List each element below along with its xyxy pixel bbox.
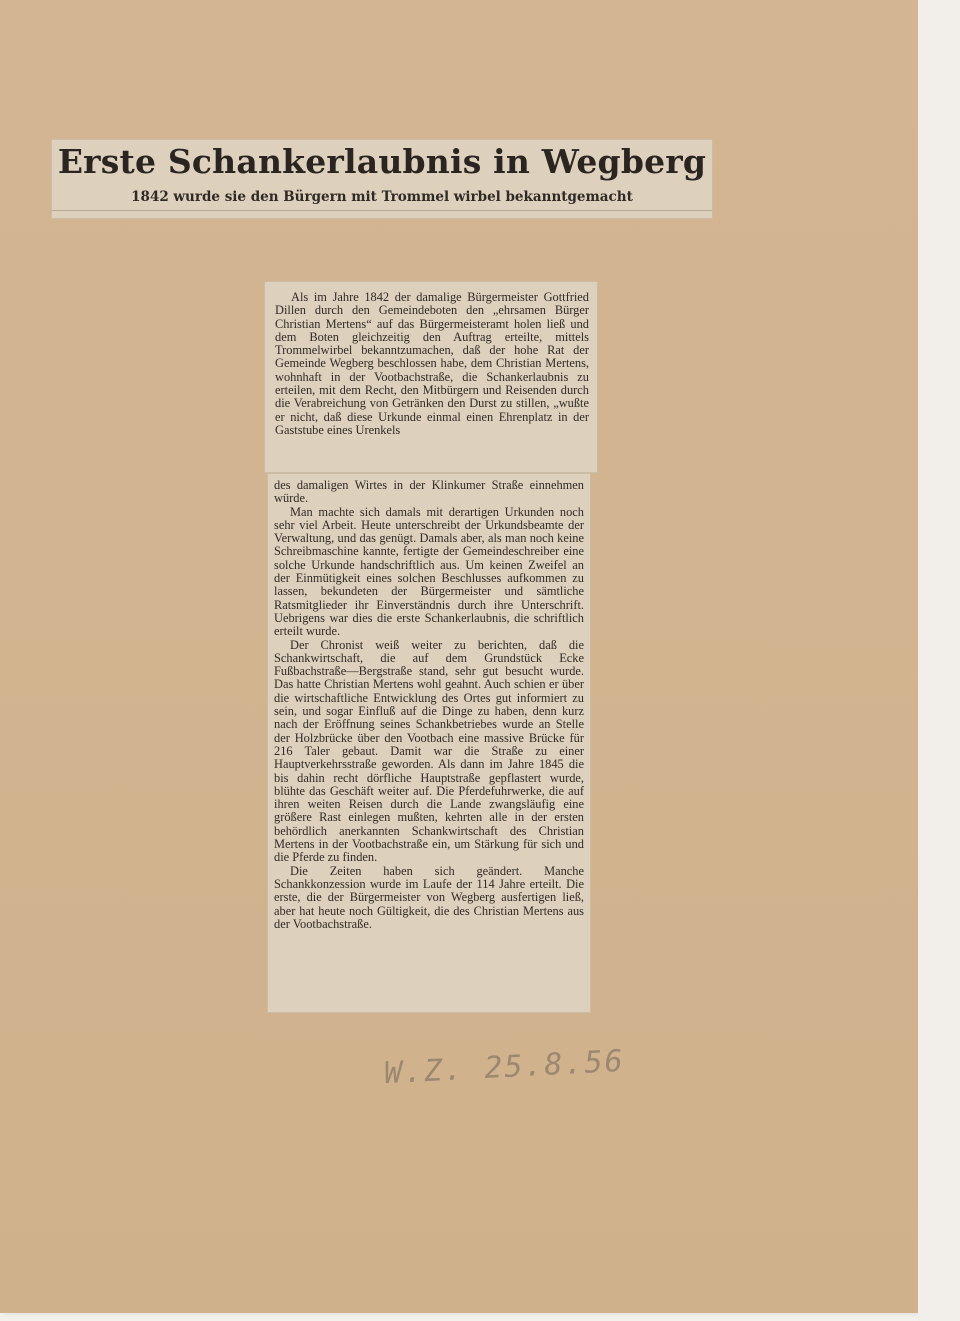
paragraph: Man machte sich damals mit derartigen Urkunden noch sehr viel Arbeit. Heute unterschreibt der Urkundsbeamte der Verwaltung, und das genügt. Damals aber, als man noch keine Schreibmaschine kannte, fertigte der Gemeindeschreiber eine solche Urkunde handschriftlich aus. Um keinen Zweifel an der Einmütigkeit eines solchen Beschlusses aufkommen zu lassen, bekundeten der Bürgermeister und sämtliche Ratsmitglieder ihr Einverständnis durch ihre Unterschrift. Uebrigens war dies die erste Schankerlaubnis, die schriftlich erteilt wurde. <box>274 504 584 639</box>
article-headline: Erste Schankerlaubnis in Wegberg <box>57 142 707 181</box>
paragraph: Die Zeiten haben sich geändert. Manche Schankkonzession wurde im Laufe der 114 Jahre erteilt. Die erste, die der Bürgermeister von Wegberg ausfertigen ließ, aber hat heute noch Gültigkeit, die des Christian Mertens aus der Vootbachstraße. <box>274 863 584 931</box>
paragraph: Der Chronist weiß weiter zu berichten, daß die Schankwirtschaft, die auf dem Grundstück Ecke Fußbachstraße—Bergstraße stand, sehr gut besucht wurde. Das hatte Christian Mertens wohl geahnt. Auch schien er über die wirtschaftliche Entwicklung des Ortes gut informiert zu sein, und sogar Einfluß auf die Dinge zu haben, denn kurz nach der Eröffnung seines Schankbetriebes wurde an Stelle der Holzbrücke über den Vootbach eine massive Brücke für 216 Taler gebaut. Damit war die Straße zu einer Hauptverkehrsstraße geworden. Als dann im Jahre 1845 die bis dahin recht dörfliche Hauptstraße gepflastert wurde, blühte das Geschäft weiter auf. Die Pferdefuhrwerke, die auf ihren weiten Reisen durch die Lande zwangsläufig eine größere Rast einlegen mußten, kehrten alle in der ersten behördlich anerkannten Schankwirtschaft des Christian Mertens in der Vootbachstraße ein, um Stärkung für sich und die Pferde zu finden. <box>274 637 584 865</box>
headline-clipping <box>52 140 712 218</box>
article-subheadline: 1842 wurde sie den Bürgern mit Trommel wirbel bekanntgemacht <box>131 189 633 205</box>
article-body-top <box>275 291 589 437</box>
article-column-clipping-top <box>265 282 597 472</box>
paragraph: des damaligen Wirtes in der Klinkumer Straße einnehmen würde. <box>274 478 584 506</box>
handwritten-date-note: W.Z. 25.8.56 <box>383 1043 626 1092</box>
headline-rule <box>52 210 712 211</box>
article-body-bottom <box>274 479 584 931</box>
article-column-clipping-bottom <box>268 474 590 1012</box>
paragraph: Als im Jahre 1842 der damalige Bürgermeister Gottfried Dillen durch den Gemeindeboten den „ehrsamen Bürger Christian Mertens“ auf das Bürgermeisteramt holen ließ und dem Boten gleichzeitig den Auftrag erteilte, mittels Trommelwirbel bekanntzumachen, daß der hohe Rat der Gemeinde Wegberg beschlossen habe, dem Christian Mertens, wohnhaft in der Vootbachstraße, die Schankerlaubnis zu erteilen, mit dem Recht, den Mitbürgern und Reisenden durch die Verabreichung von Getränken den Durst zu stillen, „wußte er nicht, daß diese Urkunde einmal einen Ehrenplatz in der Gaststube eines Urenkels <box>275 290 589 437</box>
scan-background <box>918 0 960 1321</box>
